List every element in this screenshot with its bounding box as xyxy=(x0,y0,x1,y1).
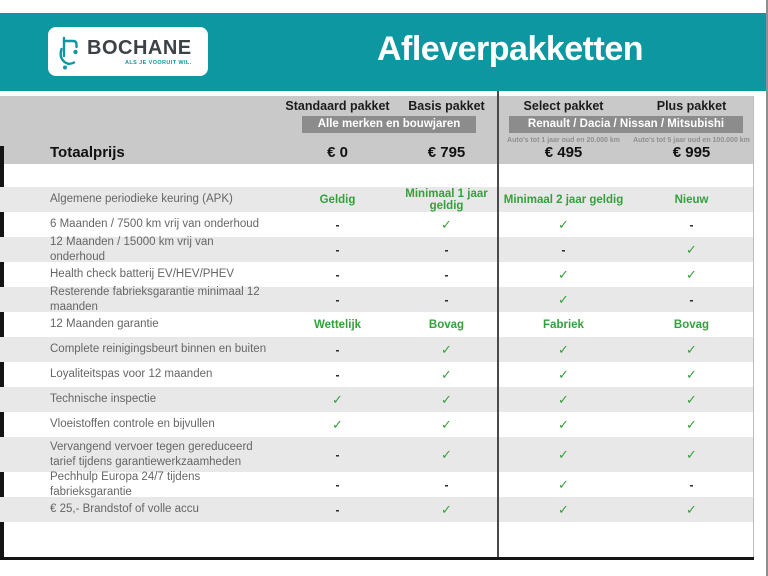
check-icon: ✓ xyxy=(441,501,452,517)
row-value: Nieuw xyxy=(674,193,709,206)
row-label: Resterende fabrieksgarantie minimaal 12 maanden xyxy=(50,286,260,313)
row-value: Wettelijk xyxy=(313,318,362,331)
check-icon: ✓ xyxy=(686,501,697,517)
check-icon: ✓ xyxy=(441,366,452,382)
dash-icon: - xyxy=(444,267,449,282)
bochane-logo-icon xyxy=(56,33,83,71)
check-icon: ✓ xyxy=(558,216,569,232)
dash-icon: - xyxy=(335,367,340,382)
column-note-plus: Auto's tot 5 jaar oud en 100.000 km xyxy=(633,137,750,144)
dash-icon: - xyxy=(335,267,340,282)
total-price-label: Totaalprijs xyxy=(50,144,125,161)
check-icon: ✓ xyxy=(441,341,452,357)
dash-icon: - xyxy=(335,242,340,257)
check-icon: ✓ xyxy=(558,366,569,382)
row-label: 12 Maanden / 15000 km vrij van onderhoud xyxy=(50,236,214,263)
column-header-basis-pakket: Basis pakket xyxy=(408,99,485,113)
table-row xyxy=(0,287,754,312)
row-label: 6 Maanden / 7500 km vrij van onderhoud xyxy=(50,218,260,231)
row-label: Algemene periodieke keuring (APK) xyxy=(50,193,233,206)
dash-icon: - xyxy=(335,342,340,357)
table-row xyxy=(0,237,754,262)
check-icon: ✓ xyxy=(558,266,569,282)
dash-icon: - xyxy=(335,477,340,492)
check-icon: ✓ xyxy=(686,241,697,257)
group-banners-row xyxy=(0,116,754,133)
table-row xyxy=(0,387,754,412)
row-label: Vloeistoffen controle en bijvullen xyxy=(50,418,215,431)
row-value: Minimaal 1 jaar geldig xyxy=(405,187,488,212)
group-divider-line xyxy=(497,91,499,558)
group-banner-alle-merken: Alle merken en bouwjaren xyxy=(302,116,476,133)
check-icon: ✓ xyxy=(558,291,569,307)
row-value: Geldig xyxy=(319,193,356,206)
feature-rows xyxy=(0,187,754,522)
table-row xyxy=(0,262,754,287)
dash-icon: - xyxy=(689,477,694,492)
check-icon: ✓ xyxy=(441,216,452,232)
logo-tagline: ALS JE VOORUIT WIL. xyxy=(125,60,192,66)
group-banner-renault-dacia: Renault / Dacia / Nissan / Mitsubishi xyxy=(509,116,743,133)
check-icon: ✓ xyxy=(558,446,569,462)
check-icon: ✓ xyxy=(558,476,569,492)
check-icon: ✓ xyxy=(558,391,569,407)
table-row xyxy=(0,337,754,362)
table-row xyxy=(0,312,754,337)
table-row xyxy=(0,437,754,472)
row-label: Complete reinigingsbeurt binnen en buiten xyxy=(50,343,267,356)
check-icon: ✓ xyxy=(686,266,697,282)
check-icon: ✓ xyxy=(558,416,569,432)
check-icon: ✓ xyxy=(686,391,697,407)
column-header-select-pakket: Select pakket xyxy=(523,99,604,113)
check-icon: ✓ xyxy=(332,391,343,407)
check-icon: ✓ xyxy=(686,366,697,382)
table-bottom-border xyxy=(0,557,754,560)
check-icon: ✓ xyxy=(686,416,697,432)
dash-icon: - xyxy=(689,217,694,232)
row-value: Bovag xyxy=(428,318,465,331)
column-notes-row xyxy=(0,137,754,144)
column-header-plus-pakket: Plus pakket xyxy=(656,99,727,113)
row-label: Loyaliteitspas voor 12 maanden xyxy=(50,368,213,381)
dash-icon: - xyxy=(444,477,449,492)
table-row xyxy=(0,472,754,497)
row-value: Bovag xyxy=(673,318,710,331)
dash-icon: - xyxy=(444,242,449,257)
row-label: 12 Maanden garantie xyxy=(50,318,159,331)
table-row xyxy=(0,212,754,237)
column-note-select: Auto's tot 1 jaar oud en 20.000 km xyxy=(507,137,620,144)
page-title: Afleverpakketten xyxy=(376,30,643,68)
dash-icon: - xyxy=(444,292,449,307)
column-header-standaard-pakket: Standaard pakket xyxy=(285,99,390,113)
row-value: Minimaal 2 jaar geldig xyxy=(503,193,624,206)
check-icon: ✓ xyxy=(558,501,569,517)
price-standaard: € 0 xyxy=(327,144,348,161)
dash-icon: - xyxy=(335,292,340,307)
package-names-row xyxy=(0,99,754,113)
row-value: Fabriek xyxy=(543,318,584,331)
table-row xyxy=(0,187,754,212)
table-right-border xyxy=(753,96,754,557)
row-label: Pechhulp Europa 24/7 tijdens fabrieksgarantie xyxy=(50,471,201,498)
row-label: Technische inspectie xyxy=(50,393,157,406)
dash-icon: - xyxy=(561,242,566,257)
check-icon: ✓ xyxy=(441,391,452,407)
price-select: € 495 xyxy=(544,144,583,161)
check-icon: ✓ xyxy=(441,446,452,462)
total-price-row xyxy=(0,144,754,161)
table-row xyxy=(0,497,754,522)
row-label: € 25,- Brandstof of volle accu xyxy=(50,503,199,516)
check-icon: ✓ xyxy=(558,341,569,357)
check-icon: ✓ xyxy=(686,341,697,357)
table-row xyxy=(0,362,754,387)
header-band xyxy=(0,13,766,91)
dash-icon: - xyxy=(335,217,340,232)
row-label: Health check batterij EV/HEV/PHEV xyxy=(50,268,235,281)
logo-name: BOCHANE xyxy=(87,37,192,59)
table-row xyxy=(0,412,754,437)
check-icon: ✓ xyxy=(441,416,452,432)
price-basis: € 795 xyxy=(427,144,466,161)
dash-icon: - xyxy=(689,292,694,307)
dash-icon: - xyxy=(335,447,340,462)
dash-icon: - xyxy=(335,502,340,517)
table-header-band xyxy=(0,96,754,164)
check-icon: ✓ xyxy=(332,416,343,432)
price-plus: € 995 xyxy=(672,144,711,161)
check-icon: ✓ xyxy=(686,446,697,462)
bochane-logo xyxy=(48,27,208,76)
row-label: Vervangend vervoer tegen gereduceerd tarief tijdens garantiewerkzaamheden xyxy=(50,441,253,468)
